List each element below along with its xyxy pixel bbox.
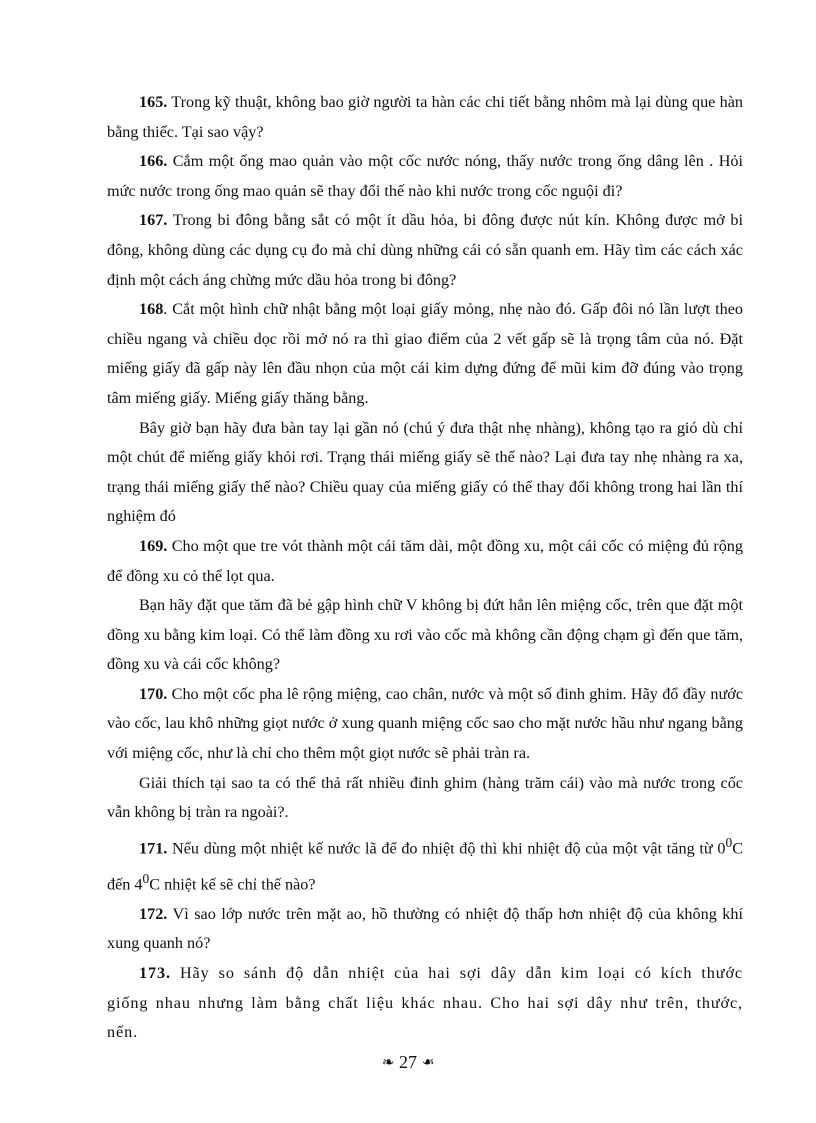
problem-text: Cắm một ống mao quản vào một cốc nước nóng, thấy nước trong ống dâng lên . Hỏi mức nước trong ống mao quản sẽ thay đổi thế nào khi nước trong cốc nguội đi? <box>107 152 743 200</box>
problem-169 <box>107 532 743 591</box>
problem-number: 172. <box>139 904 168 923</box>
problem-number: 168 <box>139 300 164 319</box>
problem-172 <box>107 900 743 959</box>
page-number: 27 <box>399 1052 417 1072</box>
problem-text: Cho một que tre vót thành một cái tăm dài, một đồng xu, một cái cốc có miệng đủ rộng để đồng xu cỏ thể lọt qua. <box>107 536 743 585</box>
problem-text: . Cắt một hình chữ nhật bằng một loại giấy mỏng, nhẹ nào đó. Gấp đôi nó lần lượt theo chiều ngang và chiều dọc rồi mở nó ra thì giao điểm của 2 vết gấp sẽ là trọng tâm của nó. Đặt miếng giấy đã gấp này lên đầu nhọn của một cái kim dựng đứng để mũi kim đỡ đúng vào trọng tâm miếng giấy. Miếng giấy thăng bằng. <box>107 300 743 407</box>
page-body <box>107 88 743 1048</box>
problem-number: 165. <box>139 93 168 111</box>
problem-165 <box>107 88 743 147</box>
problem-text: Vì sao lớp nước trên mặt ao, hồ thường có nhiệt độ thấp hơn nhiệt độ của không khí xung quanh nó? <box>107 904 743 953</box>
problem-text: Giải thích tại sao ta có thể thả rất nhiều đinh ghim (hàng trăm cái) vào mà nước trong cốc vẫn không bị tràn ra ngoài?. <box>107 773 743 822</box>
problem-166 <box>107 147 743 206</box>
problem-number: 173. <box>139 964 171 982</box>
problem-text: Cho một cốc pha lê rộng miệng, cao chân, nước và một số đinh ghim. Hãy đổ đầy nước vào cốc, lau khô những giọt nước ở xung quanh miệng cốc sao cho mặt nước hầu như ngang bằng với miệng cốc, như là chỉ cho thêm một giọt nước sẽ phải tràn ra. <box>107 684 743 763</box>
ornament-right-icon: ❧ <box>421 1055 435 1071</box>
problem-171 <box>107 828 743 900</box>
problem-168 <box>107 295 743 413</box>
problem-number: 167. <box>139 211 168 230</box>
problem-170 <box>107 680 743 769</box>
problem-number: 171. <box>139 839 168 858</box>
problem-text: Bây giờ bạn hãy đưa bàn tay lại gần nó (chú ý đưa thật nhẹ nhàng), không tạo ra gió dù chỉ một chút để miếng giấy khỏi rơi. Trạng thái miếng giấy sẽ thế nào? Lại đưa tay nhẹ nhàng ra xa, trạng thái miếng giấy thế nào? Chiều quay của miếng giấy có thể thay đổi không trong hai lần thí nghiệm đó <box>107 418 743 526</box>
ornament-left-icon: ❧ <box>381 1055 395 1071</box>
problem-number: 169. <box>139 536 168 555</box>
superscript-zero: 0 <box>725 834 733 850</box>
problem-text: C đến 4 <box>107 839 743 894</box>
problem-number: 166. <box>139 152 168 171</box>
problem-167 <box>107 206 743 295</box>
problem-text: Bạn hãy đặt que tăm đã bẻ gập hình chữ V không bị đứt hẳn lên miệng cốc, trên que đặt một đồng xu bằng kim loại. Có thể làm đồng xu rơi vào cốc mà không cần động chạm gì đến que tăm, đồng xu và cái cốc không? <box>107 596 743 674</box>
problem-text: Trong bi đông bằng sắt có một ít dầu hỏa, bi đông được nút kín. Không được mở bi đông, không dùng các dụng cụ đo mà chỉ dùng những cái có sẵn quanh em. Hãy tìm các cách xác định một cách áng chừng mức dầu hỏa trong bi đông? <box>107 211 743 289</box>
problem-170-continued <box>107 769 743 828</box>
page-footer <box>0 1052 816 1073</box>
problem-text: Nếu dùng một nhiệt kế nước lã để đo nhiệt độ thì khi nhiệt độ của một vật tăng từ 0 <box>167 839 726 858</box>
problem-168-continued <box>107 414 743 532</box>
superscript-zero: 0 <box>142 870 150 886</box>
problem-number: 170. <box>139 684 168 703</box>
problem-169-continued <box>107 591 743 680</box>
problem-173 <box>107 959 743 1048</box>
problem-text: C nhiệt kế sẽ chỉ thế nào? <box>149 875 316 894</box>
problem-text: Hãy so sánh độ dẫn nhiệt của hai sợi dây dẫn kim loại có kích thước giống nhau nhưng làm bằng chất liệu khác nhau. Cho hai sợi dây như trên, thước, nến. <box>107 964 743 1042</box>
problem-text: Trong kỹ thuật, không bao giờ người ta hàn các chi tiết bằng nhôm mà lại dùng que hàn bằng thiếc. Tại sao vậy? <box>107 93 743 141</box>
